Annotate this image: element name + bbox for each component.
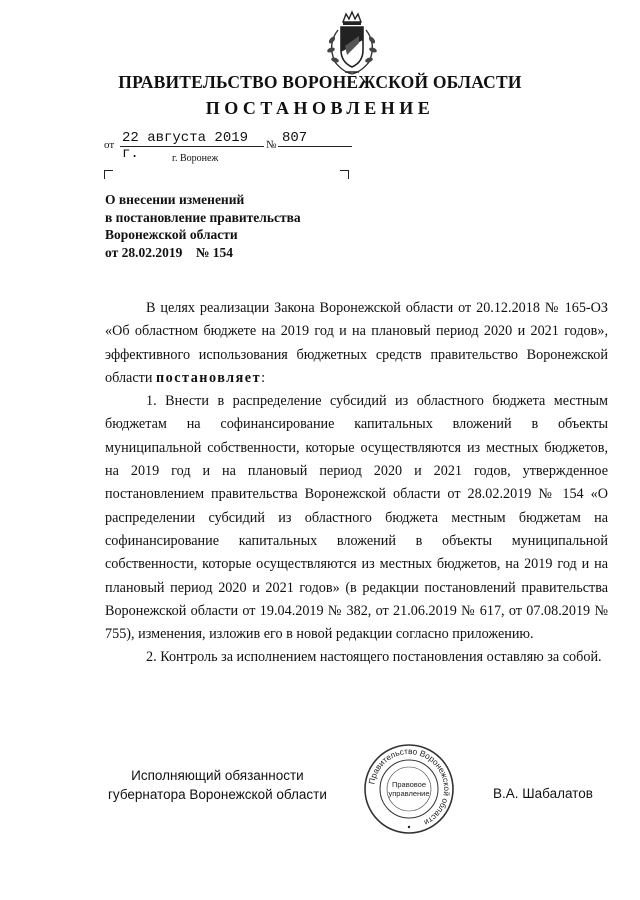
subject-line: от 28.02.2019 № 154 xyxy=(105,244,234,260)
document-body xyxy=(105,297,608,670)
stamp-ring-text: Правительство Воронежской области xyxy=(366,745,453,829)
document-date: 22 августа 2019 г. xyxy=(120,130,264,147)
subject-line: О внесении изменений xyxy=(105,192,245,207)
stamp-center-line-2: управление xyxy=(388,789,430,798)
preamble-end: : xyxy=(261,369,266,386)
subject-line: в постановление правительства xyxy=(105,209,301,225)
coat-of-arms-icon xyxy=(321,10,383,80)
stamp-center-line-1: Правовое xyxy=(391,780,427,789)
preamble-paragraph xyxy=(105,297,608,390)
document-type: ПОСТАНОВЛЕНИЕ xyxy=(205,98,435,118)
corner-bracket-right xyxy=(340,170,349,179)
organization-title: ПРАВИТЕЛЬСТВО ВОРОНЕЖСКОЙ ОБЛАСТИ xyxy=(118,72,522,92)
clause-paragraph-1: 1. Внести в распределение субсидий из областного бюджета местным бюджетам на софинансирование капитальных вложений в объекты муниципальной собственности, которые осуществляются из местных бюджетов, на 2019 год и на плановый период 2020 и 2021 годов, утвержденное постановлением правительства Воронежской области от 28.02.2019 № 154 «О распределении субсидий из областного бюджета местным бюджетам на софинансирование капитальных вложений в объекты муниципальной собственности, которые осуществляются из местных бюджетов, на 2019 год и на плановый период 2020 и 2021 годов» (в редакции постановлений правительства Воронежской области от 19.04.2019 № 382, от 21.06.2019 № 617, от 07.08.2019 № 755), изменения, изложив его в новой редакции согласно приложению. xyxy=(105,393,608,643)
document-number: 807 xyxy=(278,130,352,147)
official-stamp xyxy=(363,743,455,835)
clause-paragraph-2: 2. Контроль за исполнением настоящего постановления оставляю за собой. xyxy=(146,649,602,666)
number-prefix: № xyxy=(266,139,277,151)
document-city: г. Воронеж xyxy=(172,153,219,164)
document-subject xyxy=(105,191,301,261)
stamp-dot xyxy=(408,826,410,828)
position-line: губернатора Воронежской области xyxy=(108,787,327,802)
date-prefix: от xyxy=(104,139,115,151)
position-line: Исполняющий обязанности xyxy=(131,768,304,783)
decree-keyword: постановляет xyxy=(155,369,262,386)
subject-line: Воронежской области xyxy=(105,227,238,242)
corner-bracket-left xyxy=(104,170,113,179)
preamble-text: В целях реализации Закона Воронежской области от 20.12.2018 № 165-ОЗ «Об областном бюджете на 2019 год и на плановый период 2020 и 2021 годов», эффективного использования бюджетных средств правительство Воронежской области xyxy=(105,300,608,386)
signatory-position xyxy=(108,766,327,804)
signatory-name: В.А. Шабалатов xyxy=(493,786,593,801)
